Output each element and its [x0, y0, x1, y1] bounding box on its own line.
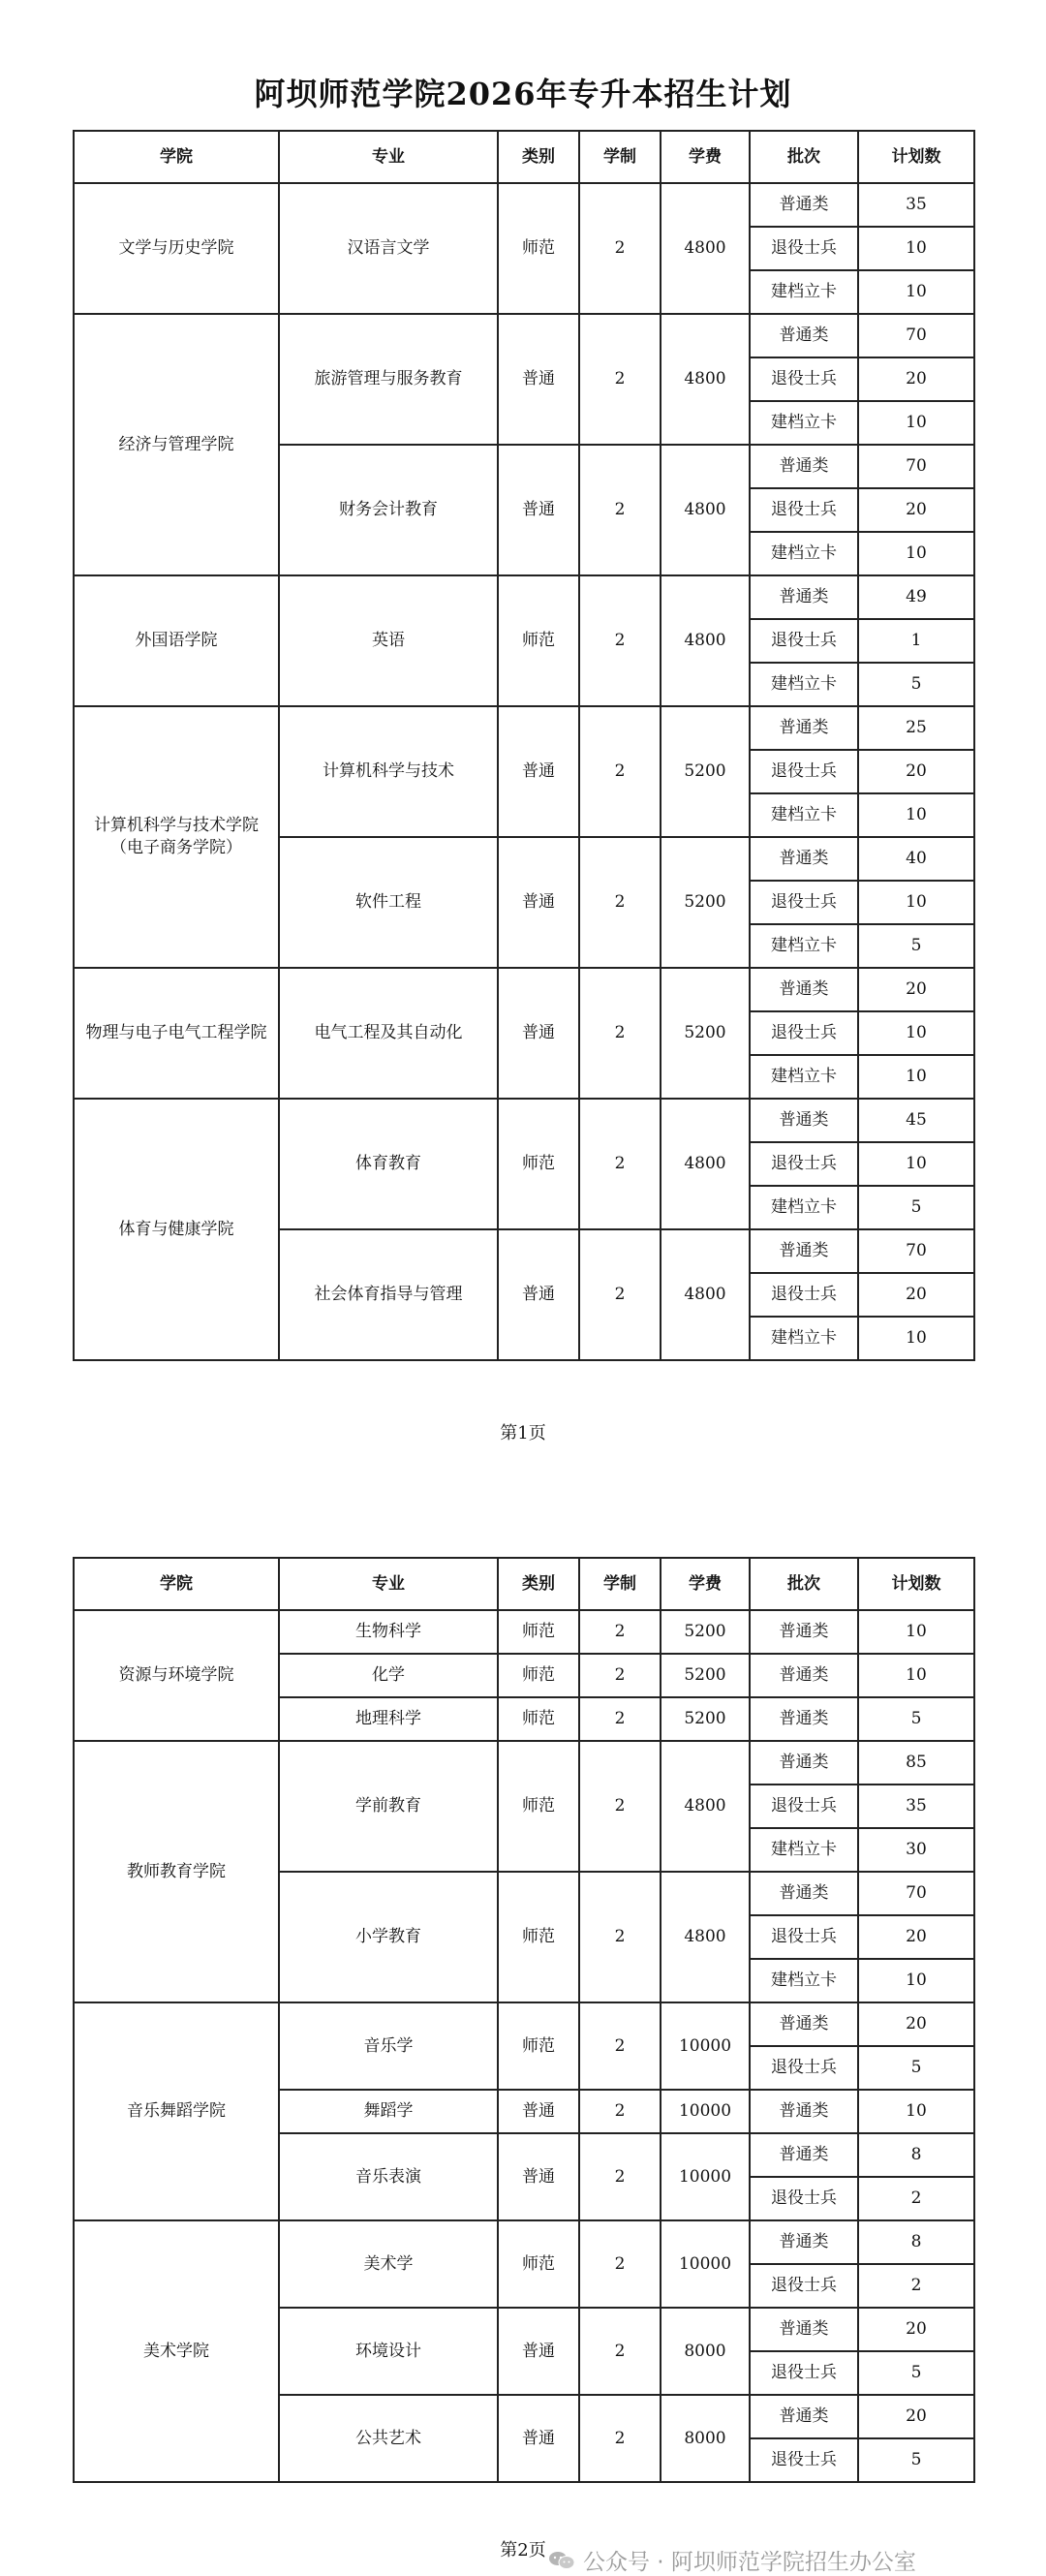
batch-cell: 退役士兵 — [750, 1273, 858, 1317]
plan-count-cell: 20 — [858, 2002, 974, 2046]
batch-cell: 普通类 — [750, 968, 858, 1011]
plan-count-cell: 20 — [858, 1273, 974, 1317]
table-row — [74, 2220, 974, 2264]
college-cell: 物理与电子电气工程学院 — [74, 968, 279, 1099]
plan-count-cell: 10 — [858, 881, 974, 924]
category-cell: 普通 — [498, 2308, 579, 2395]
enrollment-table-page-1 — [73, 130, 975, 1361]
college-cell: 文学与历史学院 — [74, 183, 279, 314]
duration-cell: 2 — [579, 706, 661, 837]
duration-cell: 2 — [579, 2220, 661, 2308]
plan-count-cell: 35 — [858, 1785, 974, 1828]
duration-cell: 2 — [579, 2090, 661, 2133]
plan-count-cell: 10 — [858, 532, 974, 575]
duration-cell: 2 — [579, 183, 661, 314]
category-cell: 师范 — [498, 1697, 579, 1741]
table-row — [74, 1099, 974, 1142]
batch-cell: 退役士兵 — [750, 619, 858, 663]
batch-cell: 普通类 — [750, 2308, 858, 2351]
header-major: 专业 — [279, 1558, 498, 1610]
batch-cell: 退役士兵 — [750, 1011, 858, 1055]
header-batch: 批次 — [750, 1558, 858, 1610]
plan-count-cell: 2 — [858, 2177, 974, 2220]
plan-count-cell: 85 — [858, 1741, 974, 1785]
watermark — [548, 2544, 916, 2576]
category-cell: 普通 — [498, 314, 579, 445]
duration-cell: 2 — [579, 314, 661, 445]
fee-cell: 5200 — [661, 968, 750, 1099]
batch-cell: 建档立卡 — [750, 1959, 858, 2002]
duration-cell: 2 — [579, 837, 661, 968]
duration-cell: 2 — [579, 445, 661, 575]
duration-cell: 2 — [579, 1741, 661, 1872]
plan-count-cell: 10 — [858, 1011, 974, 1055]
header-major: 专业 — [279, 131, 498, 183]
plan-count-cell: 20 — [858, 357, 974, 401]
plan-count-cell: 10 — [858, 401, 974, 445]
batch-cell: 普通类 — [750, 1610, 858, 1654]
major-cell: 环境设计 — [279, 2308, 498, 2395]
fee-cell: 10000 — [661, 2002, 750, 2090]
plan-count-cell: 10 — [858, 270, 974, 314]
duration-cell: 2 — [579, 2133, 661, 2220]
plan-count-cell: 8 — [858, 2133, 974, 2177]
plan-count-cell: 30 — [858, 1828, 974, 1872]
category-cell: 普通 — [498, 706, 579, 837]
batch-cell: 退役士兵 — [750, 1142, 858, 1186]
plan-count-cell: 70 — [858, 1872, 974, 1915]
plan-count-cell: 20 — [858, 968, 974, 1011]
duration-cell: 2 — [579, 2002, 661, 2090]
batch-cell: 普通类 — [750, 2002, 858, 2046]
major-cell: 化学 — [279, 1654, 498, 1697]
plan-count-cell: 25 — [858, 706, 974, 750]
fee-cell: 5200 — [661, 1697, 750, 1741]
batch-cell: 普通类 — [750, 706, 858, 750]
batch-cell: 建档立卡 — [750, 270, 858, 314]
major-cell: 体育教育 — [279, 1099, 498, 1229]
batch-cell: 退役士兵 — [750, 2264, 858, 2308]
plan-count-cell: 1 — [858, 619, 974, 663]
table-header-row — [74, 1558, 974, 1610]
batch-cell: 建档立卡 — [750, 663, 858, 706]
batch-cell: 普通类 — [750, 183, 858, 227]
plan-count-cell: 10 — [858, 2090, 974, 2133]
batch-cell: 普通类 — [750, 445, 858, 488]
batch-cell: 退役士兵 — [750, 2351, 858, 2395]
category-cell: 师范 — [498, 2002, 579, 2090]
college-cell: 外国语学院 — [74, 575, 279, 706]
major-cell: 社会体育指导与管理 — [279, 1229, 498, 1360]
header-college: 学院 — [74, 1558, 279, 1610]
plan-count-cell: 70 — [858, 1229, 974, 1273]
category-cell: 普通 — [498, 2133, 579, 2220]
plan-count-cell: 10 — [858, 1610, 974, 1654]
batch-cell: 建档立卡 — [750, 1828, 858, 1872]
major-cell: 旅游管理与服务教育 — [279, 314, 498, 445]
college-cell: 计算机科学与技术学院（电子商务学院） — [74, 706, 279, 968]
major-cell: 英语 — [279, 575, 498, 706]
batch-cell: 退役士兵 — [750, 357, 858, 401]
fee-cell: 10000 — [661, 2090, 750, 2133]
batch-cell: 普通类 — [750, 1697, 858, 1741]
batch-cell: 普通类 — [750, 1229, 858, 1273]
batch-cell: 退役士兵 — [750, 750, 858, 793]
batch-cell: 普通类 — [750, 314, 858, 357]
category-cell: 师范 — [498, 2220, 579, 2308]
duration-cell: 2 — [579, 1610, 661, 1654]
category-cell: 师范 — [498, 575, 579, 706]
batch-cell: 退役士兵 — [750, 2438, 858, 2482]
table-row — [74, 1741, 974, 1785]
batch-cell: 普通类 — [750, 1741, 858, 1785]
table-row — [74, 2002, 974, 2046]
table-row — [74, 968, 974, 1011]
page-title: 阿坝师范学院2026年专升本招生计划 — [254, 76, 792, 112]
batch-cell: 普通类 — [750, 1872, 858, 1915]
enrollment-table-page-2 — [73, 1557, 975, 2483]
major-cell: 公共艺术 — [279, 2395, 498, 2482]
category-cell: 师范 — [498, 183, 579, 314]
duration-cell: 2 — [579, 1099, 661, 1229]
major-cell: 计算机科学与技术 — [279, 706, 498, 837]
college-cell: 体育与健康学院 — [74, 1099, 279, 1360]
college-cell: 美术学院 — [74, 2220, 279, 2482]
duration-cell: 2 — [579, 2395, 661, 2482]
fee-cell: 4800 — [661, 445, 750, 575]
header-fee: 学费 — [661, 131, 750, 183]
category-cell: 普通 — [498, 837, 579, 968]
table-row — [74, 183, 974, 227]
wechat-icon — [548, 2551, 575, 2570]
batch-cell: 普通类 — [750, 1099, 858, 1142]
batch-cell: 建档立卡 — [750, 1055, 858, 1099]
fee-cell: 4800 — [661, 1872, 750, 2002]
batch-cell: 建档立卡 — [750, 532, 858, 575]
duration-cell: 2 — [579, 2308, 661, 2395]
category-cell: 普通 — [498, 968, 579, 1099]
college-cell: 教师教育学院 — [74, 1741, 279, 2002]
plan-count-cell: 2 — [858, 2264, 974, 2308]
major-cell: 软件工程 — [279, 837, 498, 968]
major-cell: 学前教育 — [279, 1741, 498, 1872]
fee-cell: 5200 — [661, 837, 750, 968]
plan-count-cell: 20 — [858, 1915, 974, 1959]
duration-cell: 2 — [579, 1229, 661, 1360]
duration-cell: 2 — [579, 1872, 661, 2002]
college-cell: 资源与环境学院 — [74, 1610, 279, 1741]
duration-cell: 2 — [579, 1697, 661, 1741]
major-cell: 美术学 — [279, 2220, 498, 2308]
plan-count-cell: 20 — [858, 750, 974, 793]
category-cell: 普通 — [498, 445, 579, 575]
batch-cell: 普通类 — [750, 2395, 858, 2438]
plan-count-cell: 5 — [858, 2351, 974, 2395]
page-number-2: 第2页 — [500, 2540, 546, 2560]
major-cell: 舞蹈学 — [279, 2090, 498, 2133]
header-fee: 学费 — [661, 1558, 750, 1610]
plan-count-cell: 5 — [858, 1697, 974, 1741]
category-cell: 师范 — [498, 1099, 579, 1229]
plan-count-cell: 5 — [858, 1186, 974, 1229]
plan-count-cell: 49 — [858, 575, 974, 619]
batch-cell: 退役士兵 — [750, 2177, 858, 2220]
duration-cell: 2 — [579, 575, 661, 706]
batch-cell: 建档立卡 — [750, 401, 858, 445]
major-cell: 地理科学 — [279, 1697, 498, 1741]
plan-count-cell: 5 — [858, 2046, 974, 2090]
page-number-1: 第1页 — [500, 1423, 546, 1443]
batch-cell: 建档立卡 — [750, 1317, 858, 1360]
fee-cell: 5200 — [661, 1610, 750, 1654]
batch-cell: 退役士兵 — [750, 488, 858, 532]
plan-count-cell: 35 — [858, 183, 974, 227]
fee-cell: 10000 — [661, 2133, 750, 2220]
fee-cell: 5200 — [661, 706, 750, 837]
batch-cell: 退役士兵 — [750, 227, 858, 270]
plan-count-cell: 8 — [858, 2220, 974, 2264]
category-cell: 普通 — [498, 2395, 579, 2482]
batch-cell: 退役士兵 — [750, 2046, 858, 2090]
table-row — [74, 314, 974, 357]
fee-cell: 4800 — [661, 314, 750, 445]
category-cell: 师范 — [498, 1741, 579, 1872]
table-row — [74, 575, 974, 619]
category-cell: 师范 — [498, 1610, 579, 1654]
plan-count-cell: 5 — [858, 2438, 974, 2482]
fee-cell: 4800 — [661, 575, 750, 706]
plan-count-cell: 10 — [858, 1654, 974, 1697]
header-category: 类别 — [498, 1558, 579, 1610]
batch-cell: 普通类 — [750, 1654, 858, 1697]
major-cell: 音乐学 — [279, 2002, 498, 2090]
major-cell: 生物科学 — [279, 1610, 498, 1654]
plan-count-cell: 20 — [858, 2308, 974, 2351]
fee-cell: 8000 — [661, 2395, 750, 2482]
table-row — [74, 706, 974, 750]
header-plan-count: 计划数 — [858, 131, 974, 183]
batch-cell: 退役士兵 — [750, 1785, 858, 1828]
batch-cell: 普通类 — [750, 2220, 858, 2264]
plan-count-cell: 10 — [858, 1959, 974, 2002]
batch-cell: 建档立卡 — [750, 793, 858, 837]
watermark-text: 公众号 · 阿坝师范学院招生办公室 — [583, 2550, 916, 2575]
major-cell: 音乐表演 — [279, 2133, 498, 2220]
header-plan-count: 计划数 — [858, 1558, 974, 1610]
batch-cell: 建档立卡 — [750, 1186, 858, 1229]
header-duration: 学制 — [579, 1558, 661, 1610]
category-cell: 师范 — [498, 1654, 579, 1697]
college-cell: 经济与管理学院 — [74, 314, 279, 575]
fee-cell: 10000 — [661, 2220, 750, 2308]
fee-cell: 4800 — [661, 183, 750, 314]
header-batch: 批次 — [750, 131, 858, 183]
major-cell: 汉语言文学 — [279, 183, 498, 314]
fee-cell: 4800 — [661, 1741, 750, 1872]
plan-count-cell: 45 — [858, 1099, 974, 1142]
duration-cell: 2 — [579, 968, 661, 1099]
fee-cell: 8000 — [661, 2308, 750, 2395]
plan-count-cell: 5 — [858, 924, 974, 968]
header-duration: 学制 — [579, 131, 661, 183]
fee-cell: 5200 — [661, 1654, 750, 1697]
plan-count-cell: 10 — [858, 1142, 974, 1186]
plan-count-cell: 10 — [858, 1317, 974, 1360]
header-college: 学院 — [74, 131, 279, 183]
plan-count-cell: 10 — [858, 793, 974, 837]
header-category: 类别 — [498, 131, 579, 183]
batch-cell: 普通类 — [750, 837, 858, 881]
batch-cell: 退役士兵 — [750, 1915, 858, 1959]
batch-cell: 退役士兵 — [750, 881, 858, 924]
batch-cell: 普通类 — [750, 2133, 858, 2177]
plan-count-cell: 20 — [858, 2395, 974, 2438]
college-cell: 音乐舞蹈学院 — [74, 2002, 279, 2220]
category-cell: 普通 — [498, 2090, 579, 2133]
duration-cell: 2 — [579, 1654, 661, 1697]
category-cell: 普通 — [498, 1229, 579, 1360]
batch-cell: 普通类 — [750, 2090, 858, 2133]
fee-cell: 4800 — [661, 1099, 750, 1229]
category-cell: 师范 — [498, 1872, 579, 2002]
plan-count-cell: 5 — [858, 663, 974, 706]
table-header-row — [74, 131, 974, 183]
plan-count-cell: 10 — [858, 227, 974, 270]
major-cell: 小学教育 — [279, 1872, 498, 2002]
plan-count-cell: 70 — [858, 314, 974, 357]
fee-cell: 4800 — [661, 1229, 750, 1360]
plan-count-cell: 10 — [858, 1055, 974, 1099]
plan-count-cell: 40 — [858, 837, 974, 881]
major-cell: 财务会计教育 — [279, 445, 498, 575]
plan-count-cell: 70 — [858, 445, 974, 488]
table-row — [74, 1610, 974, 1654]
major-cell: 电气工程及其自动化 — [279, 968, 498, 1099]
plan-count-cell: 20 — [858, 488, 974, 532]
batch-cell: 普通类 — [750, 575, 858, 619]
batch-cell: 建档立卡 — [750, 924, 858, 968]
